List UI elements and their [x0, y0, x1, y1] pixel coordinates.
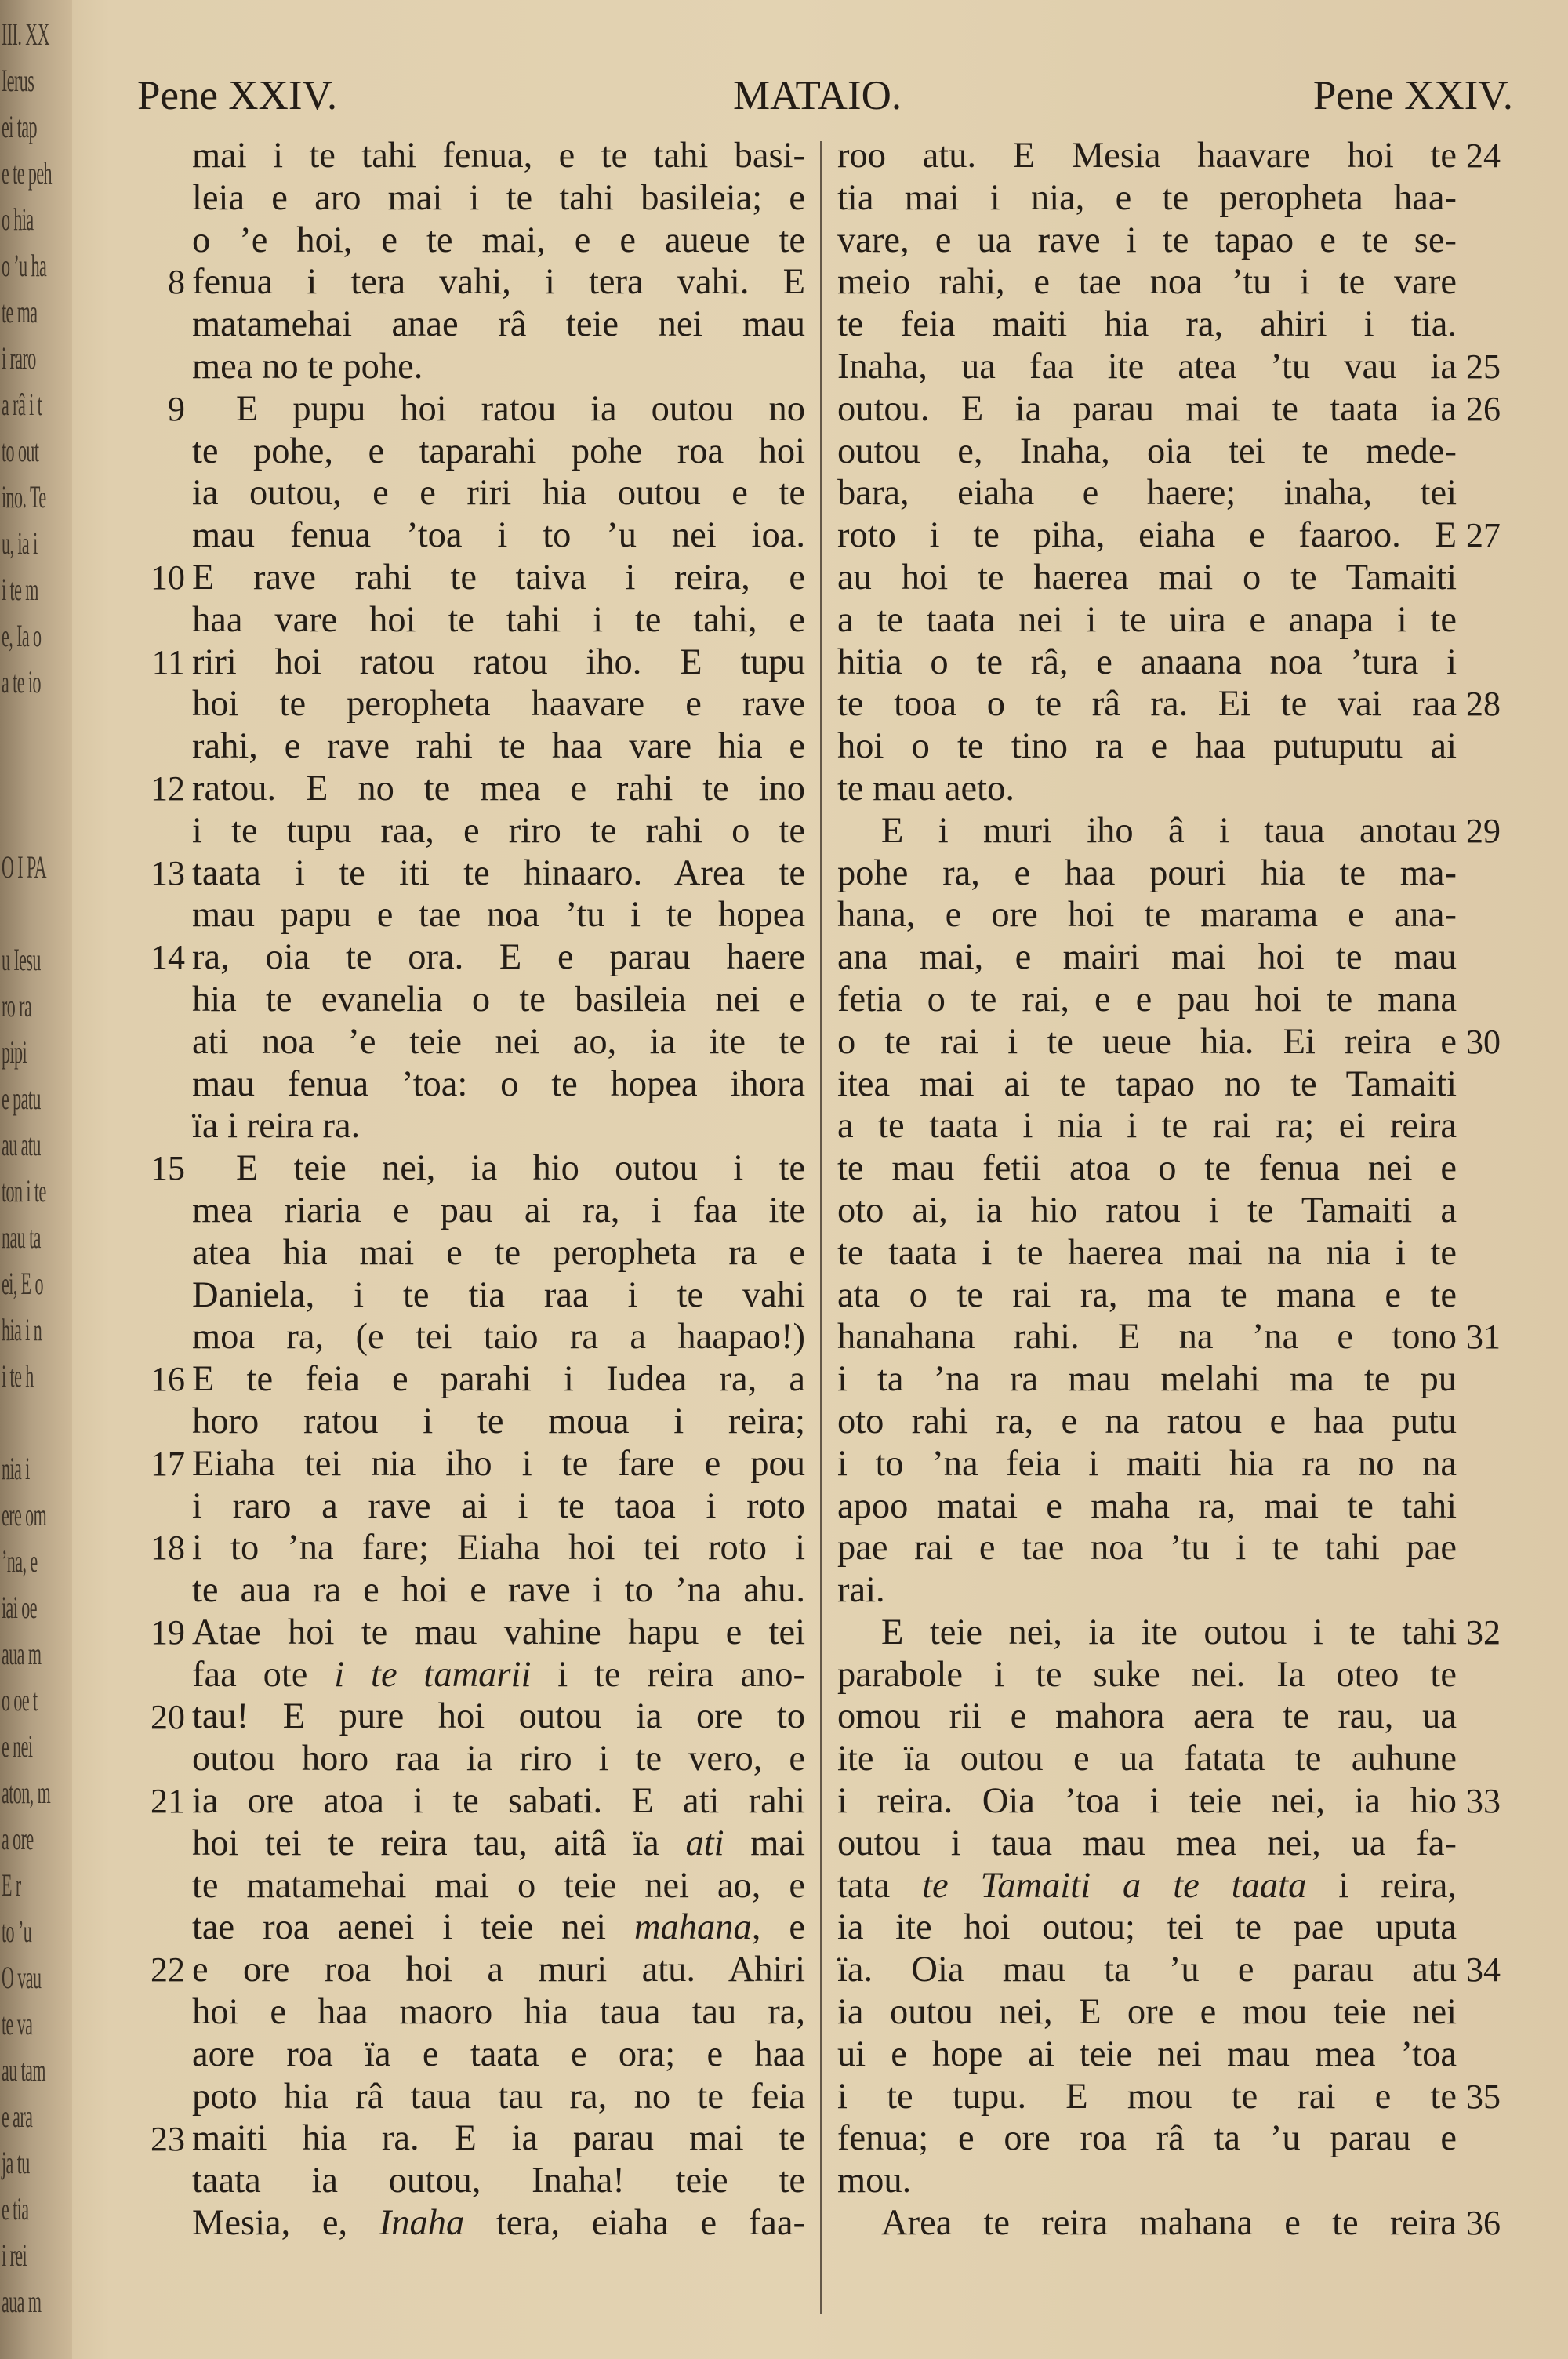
text-line: itea mai ai te tapao no te Tamaiti — [837, 1063, 1457, 1104]
verse-number: 26 — [1466, 389, 1501, 428]
verse-number: 28 — [1466, 685, 1501, 724]
verse-number: 35 — [1466, 2077, 1501, 2116]
text-line: hoi te peropheta haavare e rave — [192, 684, 805, 725]
gutter-fragment: o ’u ha — [2, 248, 47, 283]
gutter-fragment: E r — [2, 1867, 21, 1903]
text-line: mea riaria e pau ai ra, i faa ite — [192, 1190, 805, 1230]
verse-number: 10 — [151, 558, 185, 597]
gutter-fragment: e, Ia o — [2, 618, 42, 653]
text-line: te aua ra e hoi e rave i to ’na ahu. — [192, 1570, 805, 1611]
gutter-fragment: Ierus — [2, 63, 34, 98]
gutter-fragment: i te m — [2, 572, 38, 607]
verse-number: 12 — [151, 769, 185, 808]
italic-segment: i te tamarii — [334, 1654, 532, 1695]
text-line: horo ratou i te moua i reira; — [192, 1401, 805, 1441]
gutter-fragment: ro ra — [2, 988, 32, 1023]
text-line: hoi o te tino ra e haa putuputu ai — [837, 726, 1457, 767]
gutter-fragment: nia i — [2, 1451, 30, 1486]
text-line: ra, oia te ora. E e parau haere — [192, 937, 805, 978]
verse-number: 19 — [151, 1613, 185, 1652]
gutter-fragment: e nei — [2, 1728, 33, 1764]
verse-number: 27 — [1466, 516, 1501, 555]
verse-number: 9 — [168, 389, 185, 428]
gutter-fragment: ton i te — [2, 1173, 46, 1209]
gutter-fragment: e te peh — [2, 155, 53, 191]
text-line — [192, 2202, 805, 2245]
verse-number: 24 — [1466, 136, 1501, 175]
text-line: o te rai i te ueue hia. Ei reira e — [837, 1021, 1457, 1062]
text-line: outou i taua mau mea nei, ua fa- — [837, 1823, 1457, 1863]
gutter-fragment: i rei — [2, 2237, 27, 2273]
text-line: ratou. E no te mea e rahi te ino — [192, 768, 805, 809]
text-line: ata o te rai ra, ma te mana e te — [837, 1274, 1457, 1315]
gutter-fragment: to out — [2, 433, 39, 468]
text-line: outou horo raa ia riro i te vero, e — [192, 1739, 805, 1779]
text-line: omou rii e mahora aera te rau, ua — [837, 1696, 1457, 1737]
italic-segment: mahana, — [633, 1907, 761, 1948]
text-line: ui e hope ai teie nei mau mea ’toa — [837, 2034, 1457, 2074]
verse-number: 22 — [151, 1950, 185, 1990]
verse-number: 29 — [1466, 811, 1501, 850]
verse-number: 33 — [1466, 1782, 1501, 1821]
gutter-fragment: aua m — [2, 2284, 42, 2319]
column-divider — [820, 141, 822, 2314]
gutter-fragment: i raro — [2, 340, 36, 376]
text-line: outou e, Inaha, oia tei te mede- — [837, 431, 1457, 471]
gutter-fragment: e patu — [2, 1081, 41, 1116]
gutter-fragment: u Iesu — [2, 942, 41, 977]
text-line: E rave rahi te taiva i reira, e — [192, 557, 805, 598]
text-line: Eiaha tei nia iho i te fare e pou — [192, 1443, 805, 1484]
text-line: oto rahi ra, e na ratou e haa putu — [837, 1401, 1457, 1441]
text-line: moa ra, (e tei taio ra a haapao!) — [192, 1317, 805, 1358]
italic-segment: te Tamaiti a te taata — [922, 1865, 1307, 1906]
text-segment: i reira, — [1306, 1865, 1457, 1906]
text-line: meio rahi, e tae noa ’tu i te vare — [837, 262, 1457, 303]
verse-number: 15 — [151, 1149, 185, 1188]
verse-number: 8 — [168, 263, 185, 302]
text-line: i ta ’na ra mau melahi ma te pu — [837, 1359, 1457, 1400]
verse-number: 17 — [151, 1444, 185, 1483]
text-segment: hoi tei te reira tau, aitâ ïa — [192, 1823, 686, 1863]
running-head-left: Pene XXIV. — [137, 73, 338, 118]
text-line: ite ïa outou e ua fatata te auhune — [837, 1739, 1457, 1779]
gutter-fragment: au atu — [2, 1127, 41, 1162]
text-line: roto i te piha, eiaha e faaroo. E — [837, 515, 1457, 556]
right-column — [837, 135, 1457, 2245]
text-line: hia te evanelia o te basileia nei e — [192, 979, 805, 1020]
gutter-fragment: a ore — [2, 1821, 34, 1856]
text-line: rahi, e rave rahi te haa vare hia e — [192, 726, 805, 767]
text-line: ia ite hoi outou; tei te pae uputa — [837, 1907, 1457, 1948]
gutter-fragment: ’na, e — [2, 1543, 38, 1579]
gutter-fragment: hia i n — [2, 1312, 42, 1347]
italic-segment: ati — [685, 1823, 724, 1863]
gutter-fragment: ja tu — [2, 2145, 30, 2180]
text-line: E i muri iho â i taua anotau — [881, 810, 1457, 851]
text-line: mai i te tahi fenua, e te tahi basi- — [192, 136, 805, 176]
gutter-fragment: ere om — [2, 1497, 47, 1532]
text-line: te matamehai mai o teie nei ao, e — [192, 1865, 805, 1906]
text-line: maiti hia ra. E ia parau mai te — [192, 2118, 805, 2159]
text-line: a te taata nei i te uira e anapa i te — [837, 599, 1457, 640]
italic-segment: Inaha — [379, 2203, 465, 2244]
text-line: te tooa o te râ ra. Ei te vai raa — [837, 684, 1457, 725]
verse-number: 18 — [151, 1528, 185, 1568]
text-line: tau! E pure hoi outou ia ore to — [192, 1696, 805, 1737]
text-line: mea no te pohe. — [192, 346, 423, 387]
text-line: au hoi te haerea mai o te Tamaiti — [837, 557, 1457, 598]
text-line: e ore roa hoi a muri atu. Ahiri — [192, 1950, 805, 1990]
text-line: pae rai e tae noa ’tu i te tahi pae — [837, 1528, 1457, 1568]
gutter-fragment: ei, E o — [2, 1266, 43, 1301]
text-line: Daniela, i te tia raa i te vahi — [192, 1274, 805, 1315]
text-line — [192, 1906, 805, 1949]
text-segment: e — [760, 1907, 805, 1948]
text-segment: tae roa aenei i teie nei — [192, 1907, 634, 1948]
text-line: E teie nei, ia ite outou i te tahi — [881, 1612, 1457, 1652]
text-line: Atae hoi te mau vahine hapu e tei — [192, 1612, 805, 1652]
text-line: taata ia outou, Inaha! teie te — [192, 2161, 805, 2201]
text-line: i raro a rave ai i te taoa i roto — [192, 1485, 805, 1526]
gutter-fragment: o hia — [2, 202, 34, 237]
text-line: roo atu. E Mesia haavare hoi te — [837, 136, 1457, 176]
verse-number: 20 — [151, 1697, 185, 1736]
text-line: hoi e haa maoro hia taua tau ra, — [192, 1992, 805, 2033]
gutter-fragment: u, ia i — [2, 525, 38, 561]
gutter-fragment: aua m — [2, 1636, 42, 1671]
text-segment: Mesia, e, — [192, 2203, 379, 2244]
text-line: atea hia mai e te peropheta ra e — [192, 1232, 805, 1273]
gutter-fragment: te ma — [2, 294, 38, 329]
gutter-fragment: e ara — [2, 2099, 33, 2134]
text-line: i to ’na fare; Eiaha hoi tei roto i — [192, 1528, 805, 1568]
text-line: mou. — [837, 2161, 912, 2201]
text-segment: mai — [724, 1823, 806, 1863]
gutter-fragment: O I PA — [2, 849, 47, 885]
text-line: ïa. Oia mau ta ’u e parau atu — [837, 1950, 1457, 1990]
text-line: hana, e ore hoi te marama e ana- — [837, 895, 1457, 936]
text-line: te taata i te haerea mai na nia i te — [837, 1232, 1457, 1273]
verse-number: 14 — [151, 938, 185, 977]
running-head — [137, 72, 1513, 127]
text-line: matamehai anae râ teie nei mau — [192, 304, 805, 345]
verse-number: 34 — [1466, 1950, 1501, 1990]
text-line: E pupu hoi ratou ia outou no — [236, 388, 805, 429]
text-line: leia e aro mai i te tahi basileia; e — [192, 177, 805, 218]
text-line: mau papu e tae noa ’tu i te hopea — [192, 895, 805, 936]
text-line: a te taata i nia i te rai ra; ei reira — [837, 1106, 1457, 1147]
verse-number: 30 — [1466, 1022, 1501, 1061]
gutter-fragment: iai oe — [2, 1590, 37, 1625]
gutter-fragment: e tia — [2, 2191, 29, 2226]
text-line: E te feia e parahi i Iudea ra, a — [192, 1359, 805, 1400]
text-line: i te tupu. E mou te rai e te — [837, 2076, 1457, 2117]
text-line: hitia o te râ, e anaana noa ’tura i — [837, 642, 1457, 682]
text-line: bara, eiaha e haere; inaha, tei — [837, 473, 1457, 514]
text-line: tia mai i nia, e te peropheta haa- — [837, 177, 1457, 218]
gutter-fragment: nau ta — [2, 1219, 41, 1255]
running-head-right: Pene XXIV. — [1312, 73, 1513, 118]
verse-number: 23 — [151, 2119, 185, 2158]
text-line — [192, 1823, 805, 1865]
text-line: parabole i te suke nei. Ia oteo te — [837, 1654, 1457, 1695]
text-line: oto ai, ia hio ratou i te Tamaiti a — [837, 1190, 1457, 1230]
text-line: aore roa ïa e taata e ora; e haa — [192, 2034, 805, 2074]
text-line: taata i te iti te hinaaro. Area te — [192, 852, 805, 893]
text-line: ïa i reira ra. — [192, 1106, 361, 1147]
text-line: ia ore atoa i te sabati. E ati rahi — [192, 1781, 805, 1822]
gutter-fragment: a râ i t — [2, 387, 42, 422]
verse-number: 36 — [1466, 2204, 1501, 2243]
text-line: i reira. Oia ’toa i teie nei, ia hio — [837, 1781, 1457, 1822]
text-line: fenua; e ore roa râ ta ’u parau e — [837, 2118, 1457, 2159]
gutter-fragment: O vau — [2, 1960, 42, 1995]
text-line: te feia maiti hia ra, ahiri i tia. — [837, 304, 1457, 345]
gutter-fragment: aton, m — [2, 1775, 51, 1810]
text-line: i to ’na feia i maiti hia ra no na — [837, 1443, 1457, 1484]
verse-number: 32 — [1466, 1613, 1501, 1652]
gutter-fragment: a te io — [2, 664, 41, 700]
verse-number: 16 — [151, 1360, 185, 1399]
gutter-fragment: ei tap — [2, 109, 37, 144]
text-line: rai. — [837, 1570, 885, 1611]
text-line: ia outou nei, E ore e mou teie nei — [837, 1992, 1457, 2033]
gutter-fragment: III. XX — [2, 16, 49, 52]
left-column — [192, 135, 805, 2245]
gutter-fragment: o oe t — [2, 1682, 38, 1717]
text-line: ati noa ’e teie nei ao, ia ite te — [192, 1021, 805, 1062]
verse-number: 31 — [1466, 1318, 1501, 1357]
text-segment: tera, eiaha e faa- — [464, 2203, 806, 2244]
text-line: E teie nei, ia hio outou i te — [236, 1148, 805, 1189]
text-line: Area te reira mahana e te reira — [881, 2203, 1457, 2244]
text-line: mau fenua ’toa i to ’u nei ioa. — [192, 515, 805, 556]
gutter-fragment: pipi — [2, 1034, 27, 1070]
verse-number: 21 — [151, 1782, 185, 1821]
text-line: apoo matai e maha ra, mai te tahi — [837, 1485, 1457, 1526]
text-line: te pohe, e taparahi pohe roa hoi — [192, 431, 805, 471]
text-line: ana mai, e mairi mai hoi te mau — [837, 937, 1457, 978]
text-line: te mau aeto. — [837, 768, 1014, 809]
gutter-fragment: i te h — [2, 1358, 34, 1394]
text-line — [837, 1865, 1457, 1907]
text-line: te mau fetii atoa o te fenua nei e — [837, 1148, 1457, 1189]
text-line: vare, e ua rave i te tapao e te se- — [837, 220, 1457, 260]
text-line: haa vare hoi te tahi i te tahi, e — [192, 599, 805, 640]
text-line: fenua i tera vahi, i tera vahi. E — [192, 262, 805, 303]
text-line: mau fenua ’toa: o te hopea ihora — [192, 1063, 805, 1104]
gutter-fragment: ino. Te — [2, 479, 46, 514]
text-line: hanahana rahi. E na ’na e tono — [837, 1317, 1457, 1358]
verse-number: 25 — [1466, 347, 1501, 386]
text-line: riri hoi ratou ratou iho. E tupu — [192, 642, 805, 682]
facing-page-gutter — [0, 0, 72, 2359]
text-line — [192, 1654, 805, 1696]
running-head-book-title: MATAIO. — [733, 73, 902, 118]
verse-number: 11 — [151, 642, 185, 682]
text-line: o ’e hoi, e te mai, e e aueue te — [192, 220, 805, 260]
text-line: poto hia râ taua tau ra, no te feia — [192, 2076, 805, 2117]
gutter-fragment: te va — [2, 2006, 33, 2041]
text-line: pohe ra, e haa pouri hia te ma- — [837, 852, 1457, 893]
text-line: ia outou, e e riri hia outou e te — [192, 473, 805, 514]
gutter-fragment: to ’u — [2, 1914, 32, 1949]
gutter-fragment: au tam — [2, 2052, 45, 2088]
text-segment: faa ote — [192, 1654, 335, 1695]
verse-number: 13 — [151, 853, 185, 892]
text-line: outou. E ia parau mai te taata ia — [837, 388, 1457, 429]
text-segment: i te reira ano- — [531, 1654, 805, 1695]
text-line: fetia o te rai, e e pau hoi te mana — [837, 979, 1457, 1020]
text-segment: tata — [837, 1865, 923, 1906]
text-line: i te tupu raa, e riro te rahi o te — [192, 810, 805, 851]
text-line: Inaha, ua faa ite atea ’tu vau ia — [837, 346, 1457, 387]
